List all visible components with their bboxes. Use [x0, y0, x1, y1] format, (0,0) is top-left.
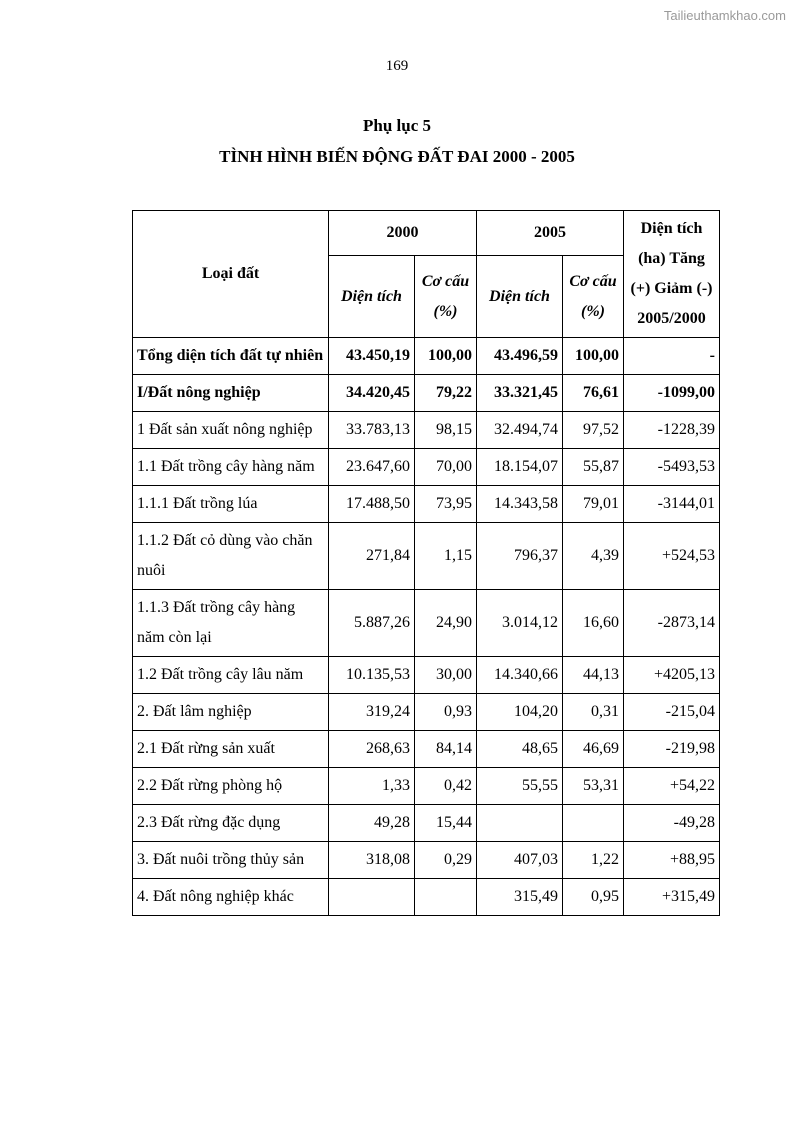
cell-change: -49,28 — [624, 805, 720, 842]
cell-change: -5493,53 — [624, 449, 720, 486]
cell-dien-tich-2000 — [329, 879, 415, 916]
land-change-table — [132, 210, 720, 916]
cell-dien-tich-2000: 23.647,60 — [329, 449, 415, 486]
cell-dien-tich-2005 — [477, 805, 563, 842]
row-label: 2.3 Đất rừng đặc dụng — [133, 805, 329, 842]
cell-dien-tich-2000: 33.783,13 — [329, 412, 415, 449]
cell-co-cau-2005: 55,87 — [563, 449, 624, 486]
cell-change: +524,53 — [624, 523, 720, 590]
table-row — [133, 879, 720, 916]
cell-dien-tich-2000: 318,08 — [329, 842, 415, 879]
cell-dien-tich-2000: 271,84 — [329, 523, 415, 590]
row-label: I/Đất nông nghiệp — [133, 375, 329, 412]
cell-co-cau-2000: 73,95 — [415, 486, 477, 523]
cell-dien-tich-2005: 407,03 — [477, 842, 563, 879]
table-row — [133, 768, 720, 805]
cell-co-cau-2000: 30,00 — [415, 657, 477, 694]
appendix-heading: Phụ lục 5 — [362, 116, 432, 135]
header-loai-dat: Loại đất — [133, 211, 329, 338]
cell-dien-tich-2000: 5.887,26 — [329, 590, 415, 657]
cell-dien-tich-2000: 34.420,45 — [329, 375, 415, 412]
cell-co-cau-2005: 0,95 — [563, 879, 624, 916]
cell-co-cau-2000: 98,15 — [415, 412, 477, 449]
table-row — [133, 590, 720, 657]
cell-co-cau-2005: 44,13 — [563, 657, 624, 694]
cell-dien-tich-2000: 268,63 — [329, 731, 415, 768]
cell-dien-tich-2000: 10.135,53 — [329, 657, 415, 694]
cell-change: -2873,14 — [624, 590, 720, 657]
cell-dien-tich-2005: 32.494,74 — [477, 412, 563, 449]
cell-co-cau-2005: 16,60 — [563, 590, 624, 657]
table-row — [133, 694, 720, 731]
header-co-cau-2005: Cơ cấu (%) — [563, 256, 624, 338]
table-row — [133, 338, 720, 375]
cell-change: +4205,13 — [624, 657, 720, 694]
cell-co-cau-2005: 1,22 — [563, 842, 624, 879]
cell-co-cau-2005: 76,61 — [563, 375, 624, 412]
row-label: 2.2 Đất rừng phòng hộ — [133, 768, 329, 805]
header-dien-tich-2000: Diện tích — [329, 256, 415, 338]
watermark: Tailieuthamkhao.com — [663, 8, 786, 23]
cell-dien-tich-2005: 33.321,45 — [477, 375, 563, 412]
cell-dien-tich-2000: 319,24 — [329, 694, 415, 731]
row-label: 1.1.3 Đất trồng cây hàng năm còn lại — [133, 590, 329, 657]
row-label: 1 Đất sản xuất nông nghiệp — [133, 412, 329, 449]
table-row — [133, 657, 720, 694]
cell-co-cau-2005: 0,31 — [563, 694, 624, 731]
cell-co-cau-2000: 15,44 — [415, 805, 477, 842]
table-row — [133, 731, 720, 768]
row-label: 2. Đất lâm nghiệp — [133, 694, 329, 731]
cell-change: -1099,00 — [624, 375, 720, 412]
cell-co-cau-2005: 97,52 — [563, 412, 624, 449]
row-label: 2.1 Đất rừng sản xuất — [133, 731, 329, 768]
cell-change: -3144,01 — [624, 486, 720, 523]
row-label: 1.1.1 Đất trồng lúa — [133, 486, 329, 523]
cell-change: +88,95 — [624, 842, 720, 879]
table-row — [133, 486, 720, 523]
cell-co-cau-2000: 79,22 — [415, 375, 477, 412]
cell-change: +54,22 — [624, 768, 720, 805]
table-row — [133, 412, 720, 449]
cell-co-cau-2000: 0,42 — [415, 768, 477, 805]
cell-dien-tich-2000: 49,28 — [329, 805, 415, 842]
cell-dien-tich-2005: 48,65 — [477, 731, 563, 768]
table-row — [133, 375, 720, 412]
cell-co-cau-2005: 4,39 — [563, 523, 624, 590]
cell-co-cau-2005: 53,31 — [563, 768, 624, 805]
row-label: 1.1 Đất trồng cây hàng năm — [133, 449, 329, 486]
cell-co-cau-2005 — [563, 805, 624, 842]
cell-change: +315,49 — [624, 879, 720, 916]
cell-change: -215,04 — [624, 694, 720, 731]
cell-co-cau-2000: 24,90 — [415, 590, 477, 657]
table-row — [133, 805, 720, 842]
page-number: 169 — [385, 58, 409, 74]
cell-co-cau-2000: 1,15 — [415, 523, 477, 590]
cell-dien-tich-2005: 18.154,07 — [477, 449, 563, 486]
header-year-2000: 2000 — [329, 211, 477, 256]
cell-change: -219,98 — [624, 731, 720, 768]
cell-co-cau-2000: 0,93 — [415, 694, 477, 731]
table-row — [133, 842, 720, 879]
cell-dien-tich-2005: 796,37 — [477, 523, 563, 590]
table-header-row-1 — [133, 211, 720, 256]
cell-co-cau-2005: 46,69 — [563, 731, 624, 768]
cell-dien-tich-2005: 3.014,12 — [477, 590, 563, 657]
cell-co-cau-2000: 0,29 — [415, 842, 477, 879]
cell-change: -1228,39 — [624, 412, 720, 449]
row-label: 1.2 Đất trồng cây lâu năm — [133, 657, 329, 694]
header-year-2005: 2005 — [477, 211, 624, 256]
cell-dien-tich-2000: 43.450,19 — [329, 338, 415, 375]
cell-dien-tich-2000: 1,33 — [329, 768, 415, 805]
header-dien-tich-2005: Diện tích — [477, 256, 563, 338]
cell-dien-tich-2000: 17.488,50 — [329, 486, 415, 523]
cell-change: - — [624, 338, 720, 375]
cell-co-cau-2005: 100,00 — [563, 338, 624, 375]
header-co-cau-2000: Cơ cấu (%) — [415, 256, 477, 338]
cell-co-cau-2000: 100,00 — [415, 338, 477, 375]
page-title: TÌNH HÌNH BIẾN ĐỘNG ĐẤT ĐAI 2000 - 2005 — [219, 147, 575, 166]
row-label: 4. Đất nông nghiệp khác — [133, 879, 329, 916]
table-row — [133, 449, 720, 486]
table-row — [133, 523, 720, 590]
cell-co-cau-2000 — [415, 879, 477, 916]
header-change: Diện tích (ha) Tăng (+) Giảm (-) 2005/2000 — [624, 211, 720, 338]
cell-co-cau-2005: 79,01 — [563, 486, 624, 523]
row-label: 3. Đất nuôi trồng thủy sản — [133, 842, 329, 879]
cell-dien-tich-2005: 43.496,59 — [477, 338, 563, 375]
cell-dien-tich-2005: 14.343,58 — [477, 486, 563, 523]
cell-dien-tich-2005: 55,55 — [477, 768, 563, 805]
row-label: 1.1.2 Đất cỏ dùng vào chăn nuôi — [133, 523, 329, 590]
row-label: Tổng diện tích đất tự nhiên — [133, 338, 329, 375]
cell-co-cau-2000: 70,00 — [415, 449, 477, 486]
cell-co-cau-2000: 84,14 — [415, 731, 477, 768]
cell-dien-tich-2005: 104,20 — [477, 694, 563, 731]
table-body — [133, 338, 720, 916]
cell-dien-tich-2005: 315,49 — [477, 879, 563, 916]
cell-dien-tich-2005: 14.340,66 — [477, 657, 563, 694]
